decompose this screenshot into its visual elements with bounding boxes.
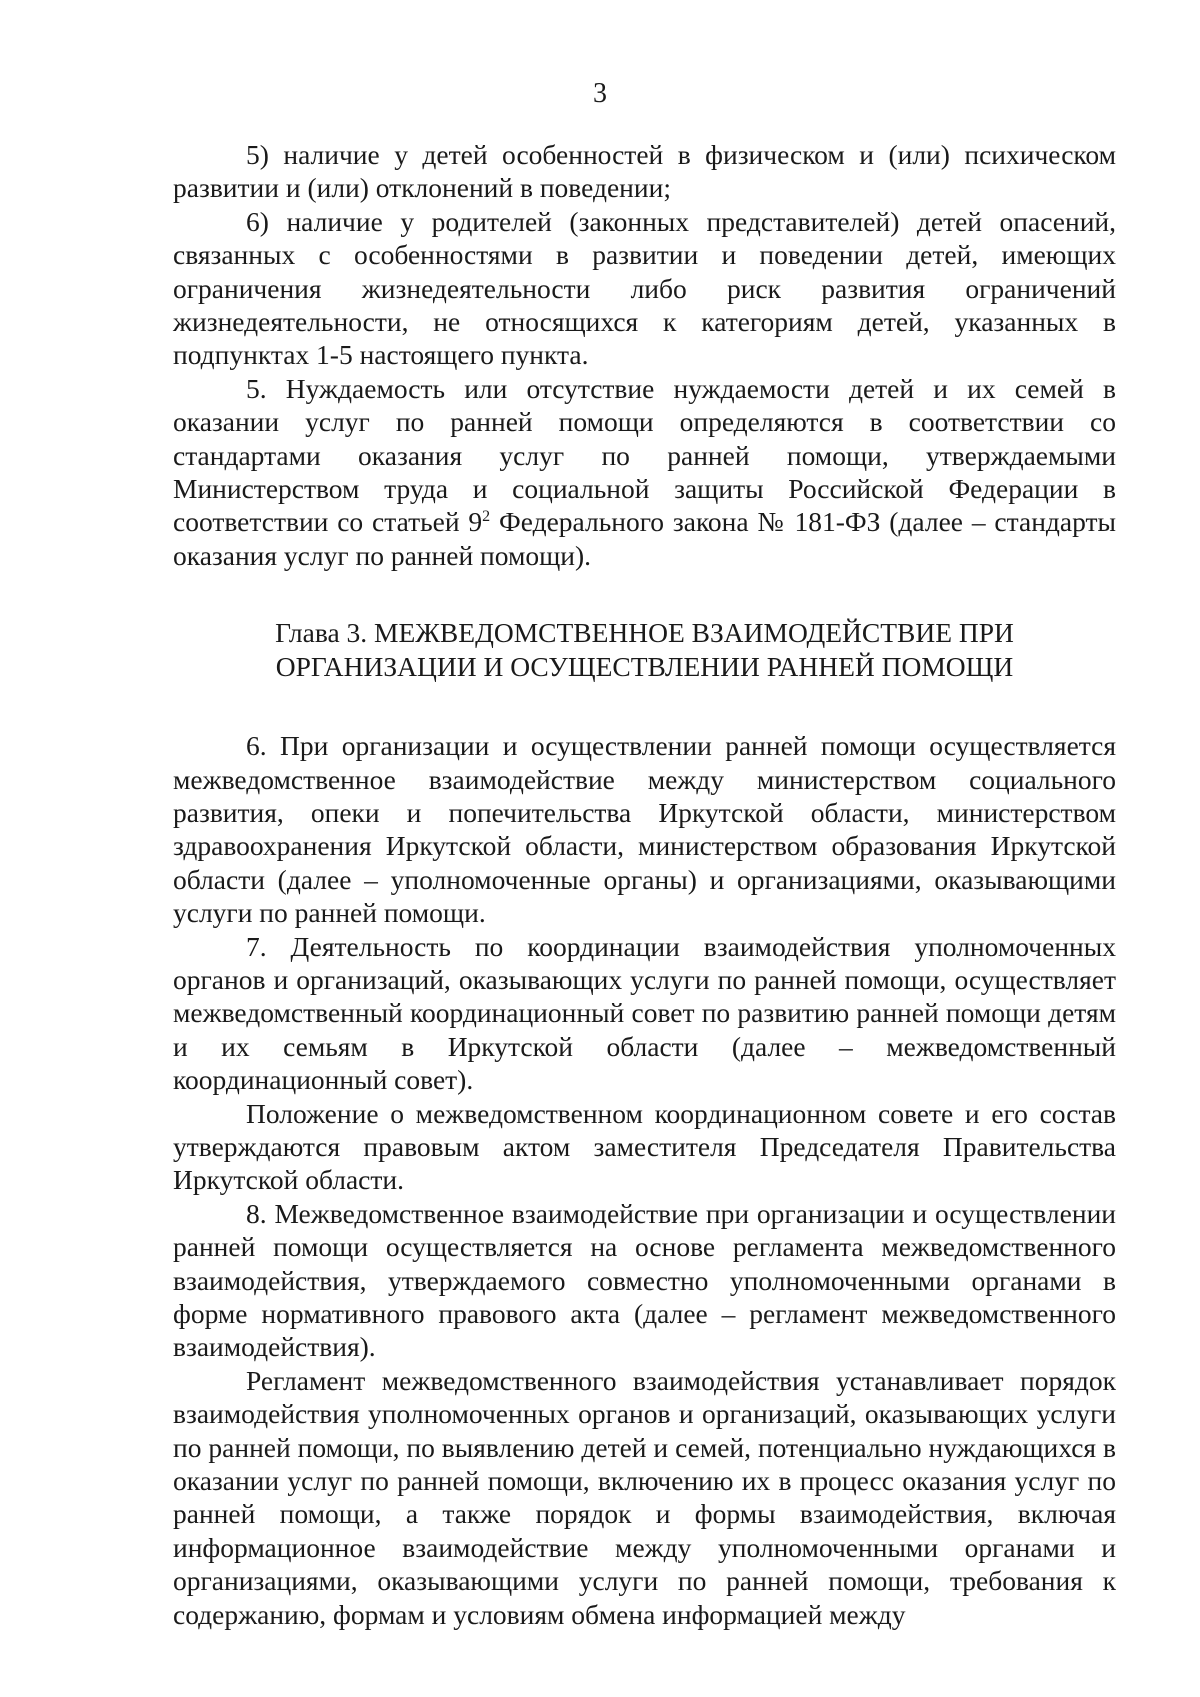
chapter-heading-line-2: ОРГАНИЗАЦИИ И ОСУЩЕСТВЛЕНИИ РАННЕЙ ПОМОЩИ bbox=[275, 650, 1014, 682]
page-number: 3 bbox=[593, 78, 607, 109]
document-body bbox=[173, 138, 1116, 1631]
superscript-marker: 2 bbox=[482, 508, 491, 526]
paragraph-item-5-text-end: Федерального закона № 181-ФЗ (далее – стандарты оказания услуг по ранней помощи). bbox=[173, 506, 1116, 571]
paragraph-sub-item-6: 6) наличие у родителей (законных представителей) детей опасений, связанных с особенностями в развитии и поведении детей, имеющих ограничения жизнедеятельности либо риск развития ограничений жизнедеятельности, не относящихся к категориям детей, указанных в подпунктах 1-5 настоящего пункта. bbox=[173, 205, 1116, 371]
paragraph-item-8: 8. Межведомственное взаимодействие при организации и осуществлении ранней помощи осуществляется на основе регламента межведомственного взаимодействия, утверждаемого совместно уполномоченными органами в форме нормативного правового акта (далее – регламент межведомственного взаимодействия). bbox=[173, 1197, 1116, 1363]
chapter-heading-line-1: Глава 3. МЕЖВЕДОМСТВЕННОЕ ВЗАИМОДЕЙСТВИЕ ПРИ bbox=[275, 617, 1014, 649]
paragraph-item-5 bbox=[173, 372, 1116, 572]
paragraph-item-7: 7. Деятельность по координации взаимодействия уполномоченных органов и организаций, оказывающих услуги по ранней помощи, осуществляет межведомственный координационный совет по развитию ранней помощи детям и их семьям в Иркутской области (далее – межведомственный координационный совет). bbox=[173, 930, 1116, 1096]
paragraph-council-regulation: Положение о межведомственном координационном совете и его состав утверждаются правовым актом заместителя Председателя Правительства Иркутской области. bbox=[173, 1097, 1116, 1196]
paragraph-item-6: 6. При организации и осуществлении ранней помощи осуществляется межведомственное взаимодействие между министерством социального развития, опеки и попечительства Иркутской области, министерством здравоохранения Иркутской области, министерством образования Иркутской области (далее – уполномоченные органы) и организациями, оказывающими услуги по ранней помощи. bbox=[173, 730, 1116, 929]
paragraph-item-5-text: 5. Нуждаемость или отсутствие нуждаемости детей и их семей в оказании услуг по ранней помощи определяются в соответствии со стандартами оказания услуг по ранней помощи, утверждаемыми Министерством труда и социальной защиты Российской Федерации в соответствии со статьей 9 bbox=[173, 372, 1116, 538]
chapter-heading bbox=[173, 616, 1116, 683]
paragraph-regulation-content: Регламент межведомственного взаимодействия устанавливает порядок взаимодействия уполномоченных органов и организаций, оказывающих услуги по ранней помощи, по выявлению детей и семей, потенциально нуждающихся в оказании услуг по ранней помощи, включению их в процесс оказания услуг по ранней помощи, а также порядок и формы взаимодействия, включая информационное взаимодействие между уполномоченными органами и организациями, оказывающими услуги по ранней помощи, требования к содержанию, формам и условиям обмена информацией между bbox=[173, 1364, 1116, 1630]
paragraph-sub-item-5: 5) наличие у детей особенностей в физическом и (или) психическом развитии и (или) отклонений в поведении; bbox=[173, 139, 1116, 204]
